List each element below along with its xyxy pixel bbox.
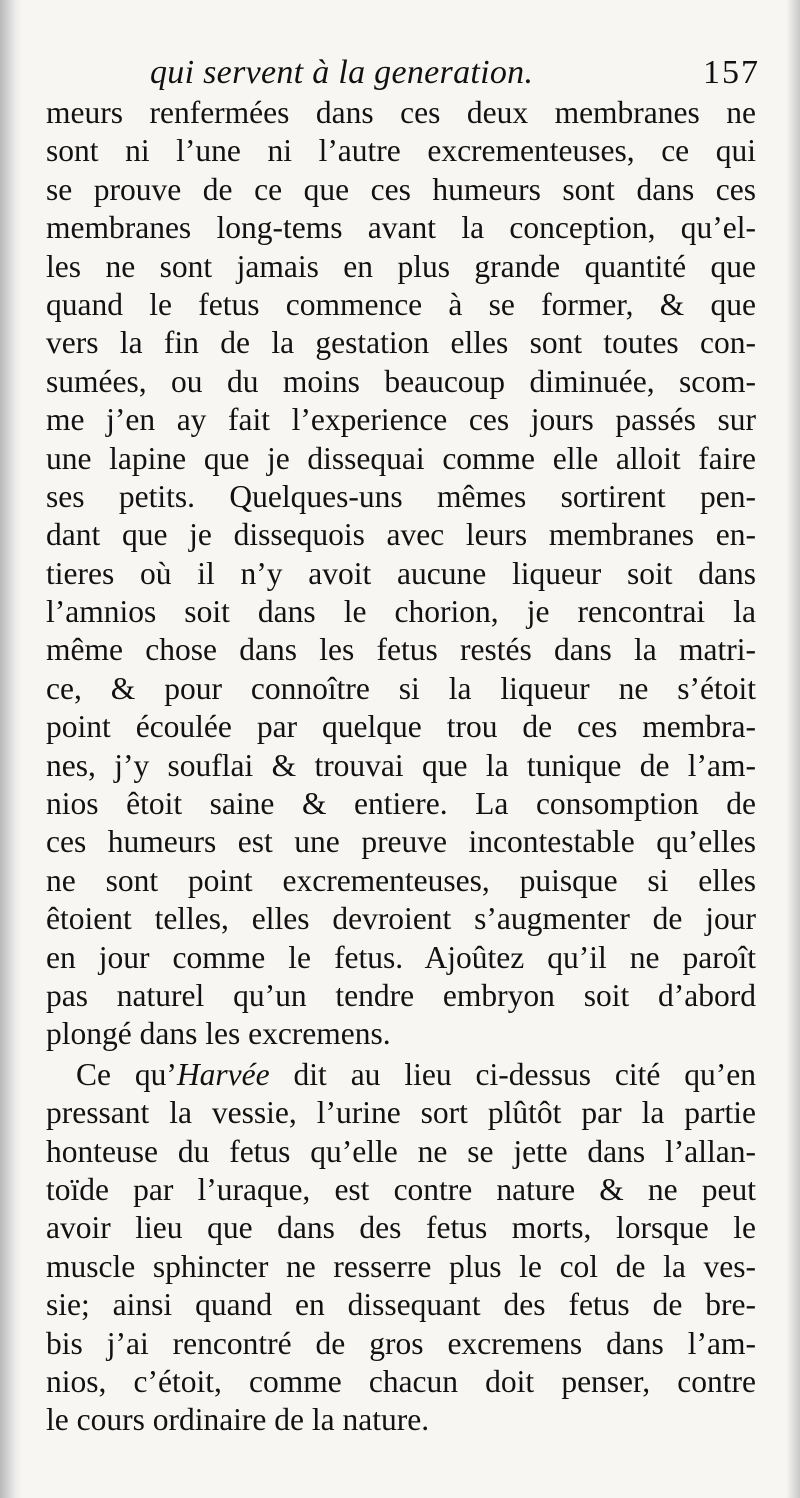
text-line: se prouve de ce que ces humeurs sont dans ces (46, 171, 756, 207)
text-line: sumées, ou du moins beaucoup diminuée, scom- (46, 363, 756, 399)
text-line: point écoulée par quelque trou de ces membra- (46, 709, 756, 745)
italic-name: Harvée (176, 1056, 270, 1092)
text-line: pas naturel qu’un tendre embryon soit d’abord (46, 977, 756, 1013)
text-line: vers la fin de la gestation elles sont toutes con- (46, 325, 756, 361)
text-segment: Ce qu’ (76, 1056, 177, 1092)
text-line: l’amnios soit dans le chorion, je rencontrai la (46, 594, 756, 630)
text-line: nios êtoit saine & entiere. La consomption de (46, 786, 756, 822)
text-segment: dit au lieu ci-dessus cité qu’en (269, 1056, 756, 1092)
text-line: plongé dans les excremens. (46, 1016, 391, 1052)
text-line: ne sont point excrementeuses, puisque si elles (46, 862, 756, 898)
text-line: bis j’ai rencontré de gros excremens dans l’am- (46, 1325, 756, 1361)
text-line: me j’en ay fait l’experience ces jours passés sur (46, 402, 756, 438)
body-text (46, 94, 756, 1440)
text-line: honteuse du fetus qu’elle ne se jette dans l’allan- (46, 1133, 756, 1169)
text-line (46, 1056, 756, 1094)
text-line: membranes long-tems avant la conception, qu’el- (46, 210, 756, 246)
text-line: sie; ainsi quand en dissequant des fetus de bre- (46, 1287, 756, 1323)
text-line: ses petits. Quelques-uns mêmes sortirent pen- (46, 478, 756, 514)
text-line: nios, c’étoit, comme chacun doit penser, contre (46, 1363, 756, 1399)
text-line: meurs renfermées dans ces deux membranes ne (46, 95, 756, 130)
text-line: nes, j’y souflai & trouvai que la tunique de l’am- (46, 747, 756, 783)
text-line: quand le fetus commence à se former, & que (46, 286, 756, 322)
text-line: dant que je dissequois avec leurs membranes en- (46, 517, 756, 553)
text-line: êtoient telles, elles devroient s’augmenter de jour (46, 901, 756, 937)
text-line: ce, & pour connoître si la liqueur ne s’étoit (46, 670, 756, 706)
text-line: muscle sphincter ne resserre plus le col de la ves- (46, 1248, 756, 1284)
text-line: ces humeurs est une preuve incontestable qu’elles (46, 824, 756, 860)
paragraph (46, 1056, 756, 1440)
text-line: pressant la vessie, l’urine sort plûtôt par la partie (46, 1095, 756, 1131)
text-line: avoir lieu que dans des fetus morts, lorsque le (46, 1210, 756, 1246)
text-line: toïde par l’uraque, est contre nature & ne peut (46, 1171, 756, 1207)
page-header (150, 48, 760, 98)
text-line: le cours ordinaire de la nature. (46, 1402, 430, 1438)
text-line: tieres où il n’y avoit aucune liqueur soit dans (46, 555, 756, 591)
paragraph (46, 94, 756, 1054)
text-line: même chose dans les fetus restés dans la matri- (46, 632, 756, 668)
running-title: qui servent à la generation. (150, 54, 534, 91)
text-line: sont ni l’une ni l’autre excrementeuses, ce qui (46, 133, 756, 169)
text-line: une lapine que je dissequai comme elle alloit faire (46, 440, 756, 476)
text-line: les ne sont jamais en plus grande quantité que (46, 248, 756, 284)
page-number: 157 (703, 54, 760, 91)
text-line: en jour comme le fetus. Ajoûtez qu’il ne paroît (46, 939, 756, 975)
